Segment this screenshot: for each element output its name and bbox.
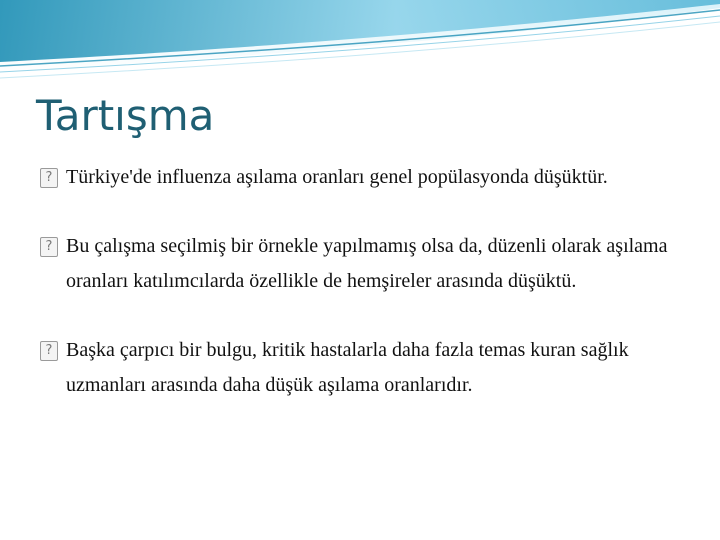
bullet-list: [40, 160, 690, 403]
slide-title: Tartışma: [36, 91, 215, 140]
header-wave-decoration: [0, 0, 720, 90]
bullet-text: Türkiye'de influenza aşılama oranları genel popülasyonda düşüktür.: [66, 166, 608, 188]
bullet-item: [40, 333, 690, 403]
missing-glyph-box-icon: ?: [40, 341, 58, 361]
bullet-text: Başka çarpıcı bir bulgu, kritik hastalarla daha fazla temas kuran sağlık uzmanları arasında daha düşük aşılama oranlarıdır.: [66, 339, 629, 396]
bullet-text: Bu çalışma seçilmiş bir örnekle yapılmamış olsa da, düzenli olarak aşılama oranları katılımcılarda özellikle de hemşireler arasında düşüktü.: [66, 235, 668, 292]
missing-glyph-box-icon: ?: [40, 237, 58, 257]
bullet-item: [40, 160, 690, 195]
bullet-item: [40, 229, 690, 299]
missing-glyph-box-icon: ?: [40, 168, 58, 188]
